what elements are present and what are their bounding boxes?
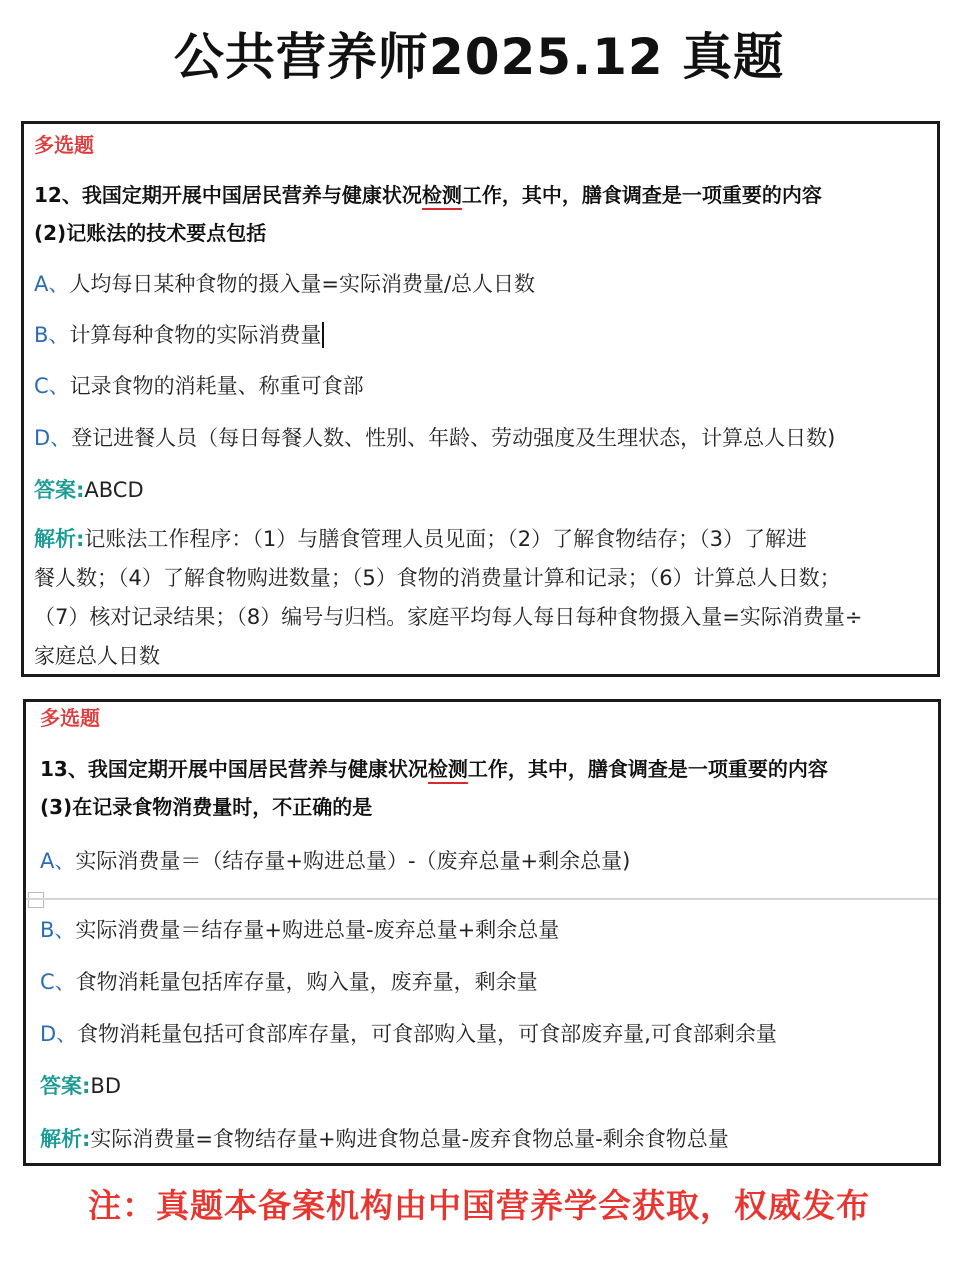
analysis-line-1: 解析:记账法工作程序：（1）与膳食管理人员见面；（2）了解食物结存；（3）了解进 <box>34 527 807 551</box>
answer-value: BD <box>90 1074 121 1098</box>
analysis-label: 解析: <box>40 1127 91 1151</box>
question-card-12 <box>21 121 940 677</box>
option-c <box>40 969 538 995</box>
analysis-line-2: 餐人数；（4）了解食物购进数量；（5）食物的消费量计算和记录；（6）计算总人日数； <box>34 566 841 590</box>
question-card-13 <box>23 699 941 1166</box>
question-stem <box>40 750 828 826</box>
question-type-label: 多选题 <box>40 706 100 730</box>
analysis <box>40 1126 729 1152</box>
question-type-label: 多选题 <box>34 133 94 157</box>
question-stem-line-1 <box>40 750 828 788</box>
page-title: 公共营养师2025.12 真题 <box>173 28 785 86</box>
option-a <box>34 271 535 297</box>
option-text: 计算每种食物的实际消费量 <box>69 323 322 347</box>
stem-text-after: 工作，其中，膳食调查是一项重要的内容 <box>467 757 828 781</box>
answer-value: ABCD <box>84 478 144 502</box>
question-stem-line-1 <box>34 176 822 214</box>
stem-text-after: 工作，其中，膳食调查是一项重要的内容 <box>461 183 822 207</box>
divider <box>26 898 938 900</box>
analysis-text: 实际消费量=食物结存量+购进食物总量-废弃食物总量-剩余食物总量 <box>90 1127 729 1151</box>
footer-note: 注：真题本备案机构由中国营养学会获取，权威发布 <box>88 1186 870 1225</box>
answer-label: 答案: <box>34 478 85 502</box>
option-text: 食物消耗量包括库存量，购入量，废弃量，剩余量 <box>75 970 538 994</box>
answer-label: 答案: <box>40 1074 91 1098</box>
option-d <box>40 1021 777 1047</box>
analysis-line-4: 家庭总人日数 <box>34 644 160 668</box>
option-letter: D、 <box>34 426 72 450</box>
analysis <box>34 520 862 676</box>
option-text: 登记进餐人员（每日每餐人数、性别、年龄、劳动强度及生理状态，计算总人日数) <box>71 426 836 450</box>
table-cell-handle[interactable] <box>28 892 44 908</box>
option-b <box>40 917 559 943</box>
option-text: 人均每日某种食物的摄入量=实际消费量/总人日数 <box>69 272 536 296</box>
option-b <box>34 322 324 348</box>
stem-underlined-word: 检测 <box>422 183 462 210</box>
text-cursor <box>322 322 324 348</box>
stem-underlined-word: 检测 <box>428 757 468 784</box>
question-stem-line-2: (3)在记录食物消费量时，不正确的是 <box>40 795 373 819</box>
option-letter: C、 <box>40 970 76 994</box>
option-letter: C、 <box>34 374 70 398</box>
answer <box>40 1073 121 1099</box>
option-letter: A、 <box>40 849 76 873</box>
option-letter: D、 <box>40 1022 78 1046</box>
analysis-label: 解析: <box>34 527 85 551</box>
option-text: 实际消费量＝（结存量+购进总量）-（废弃总量+剩余总量) <box>75 849 631 873</box>
option-letter: A、 <box>34 272 70 296</box>
stem-text-before: 13、我国定期开展中国居民营养与健康状况 <box>40 757 428 781</box>
analysis-line-3: （7）核对记录结果；（8）编号与归档。家庭平均每人每日每种食物摄入量=实际消费量÷ <box>34 605 863 629</box>
option-text: 食物消耗量包括可食部库存量，可食部购入量，可食部废弃量,可食部剩余量 <box>77 1022 777 1046</box>
stem-text-before: 12、我国定期开展中国居民营养与健康状况 <box>34 183 422 207</box>
option-text: 记录食物的消耗量、称重可食部 <box>69 374 364 398</box>
question-stem-line-2: (2)记账法的技术要点包括 <box>34 221 267 245</box>
option-c <box>34 373 364 399</box>
option-text: 实际消费量＝结存量+购进总量-废弃总量+剩余总量 <box>75 918 560 942</box>
option-letter: B、 <box>34 323 70 347</box>
answer <box>34 477 144 503</box>
option-d <box>34 425 835 451</box>
option-letter: B、 <box>40 918 76 942</box>
question-stem <box>34 176 822 252</box>
option-a <box>40 848 630 874</box>
